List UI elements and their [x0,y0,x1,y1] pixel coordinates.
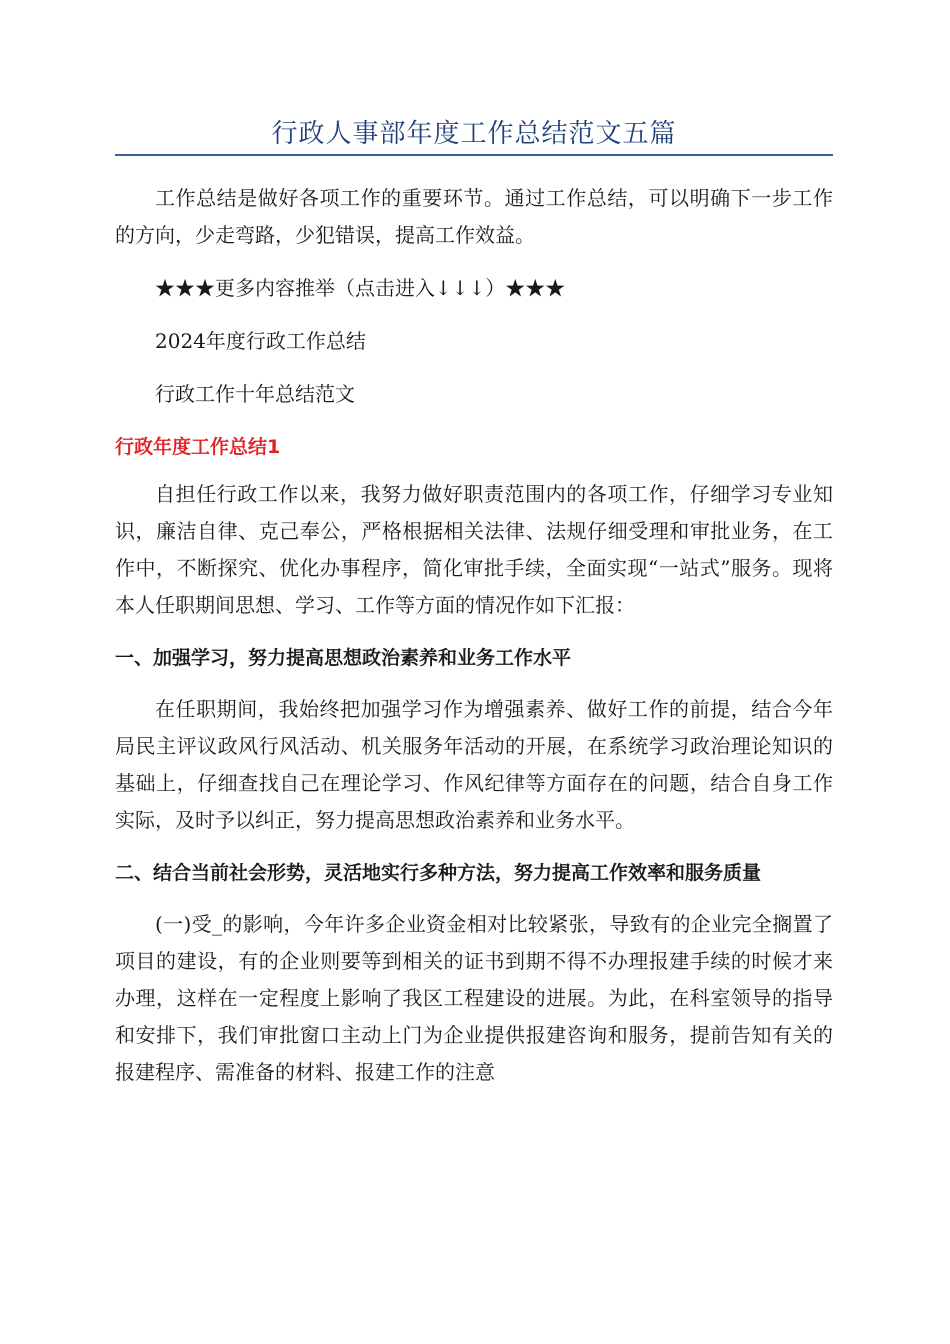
section-paragraph: 自担任行政工作以来，我努力做好职责范围内的各项工作，仔细学习专业知识，廉洁自律、克己奉公，严格根据相关法律、法规仔细受理和审批业务，在工作中，不断探究、优化办事程序，简化审批手续，全面实现“一站式”服务。现将本人任职期间思想、学习、工作等方面的情况作如下汇报： [115,482,833,617]
paragraph-2: (一)受_的影响，今年许多企业资金相对比较紧张，导致有的企业完全搁置了项目的建设，有的企业则要等到相关的证书到期不得不办理报建手续的时候才来办理，这样在一定程度上影响了我区工程建设的进展。为此，在科室领导的指导和安排下，我们审批窗口主动上门为企业提供报建咨询和服务，提前告知有关的报建程序、需准备的材料、报建工作的注意 [115,912,833,1084]
document-page [115,112,833,1107]
recommend-line: ★★★更多内容推举（点击进入↓↓↓）★★★ [155,276,566,300]
recommend-link-1[interactable]: 2024年度行政工作总结 [155,329,366,353]
document-title: 行政人事部年度工作总结范文五篇 [271,119,677,149]
recommend-link-2[interactable]: 行政工作十年总结范文 [155,382,355,406]
intro-paragraph: 工作总结是做好各项工作的重要环节。通过工作总结，可以明确下一步工作的方向，少走弯路，少犯错误，提高工作效益。 [115,186,833,247]
heading-2: 二、结合当前社会形势，灵活地实行多种方法，努力提高工作效率和服务质量 [115,862,762,884]
heading-1: 一、加强学习，努力提高思想政治素养和业务工作水平 [115,647,572,669]
section-title: 行政年度工作总结1 [115,436,281,458]
paragraph-1: 在任职期间，我始终把加强学习作为增强素养、做好工作的前提，结合今年局民主评议政风行风活动、机关服务年活动的开展，在系统学习政治理论知识的基础上，仔细查找自己在理论学习、作风纪律等方面存在的问题，结合自身工作实际，及时予以纠正，努力提高思想政治素养和业务水平。 [115,697,833,832]
